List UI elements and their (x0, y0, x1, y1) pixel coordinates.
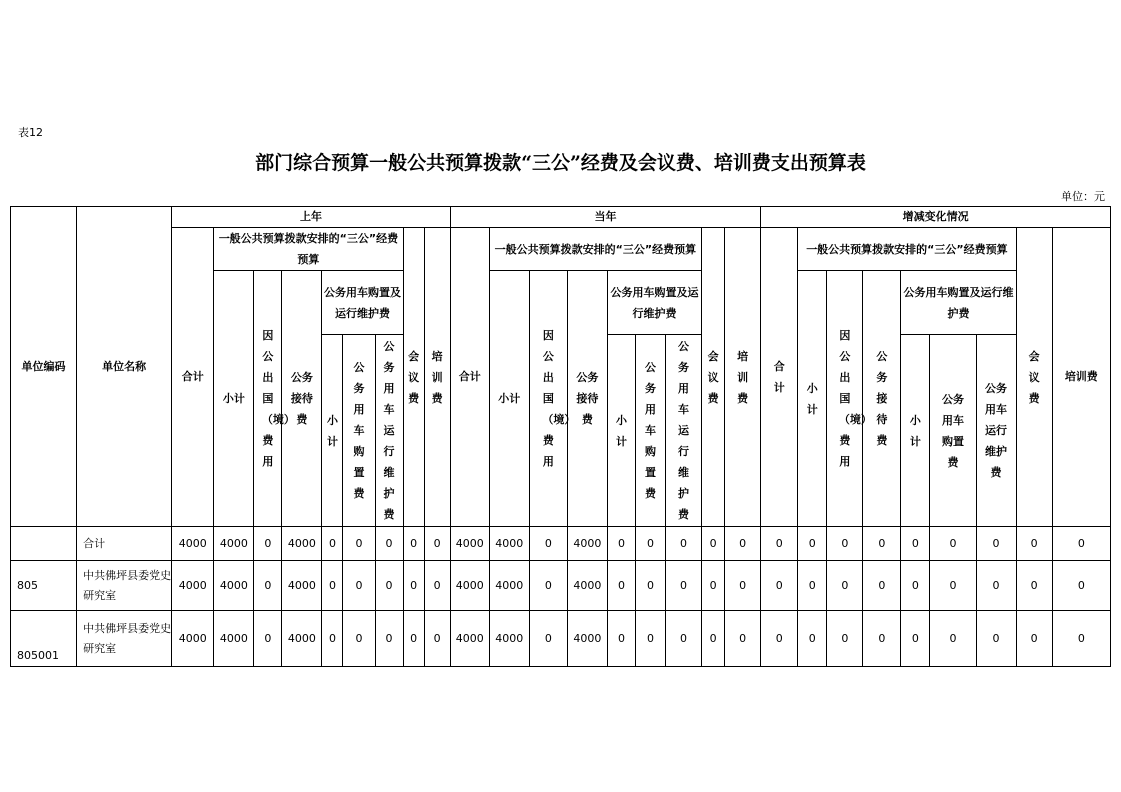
value-cell: 0 (607, 611, 635, 667)
header-change: 增减变化情况 (761, 207, 1111, 228)
header-vehicle: 公务用车购置及运行维护费 (322, 271, 403, 335)
header-sangong: 一般公共预算拨款安排的“三公”经费预算 (214, 228, 403, 271)
value-cell: 0 (798, 527, 827, 561)
value-cell: 0 (863, 527, 901, 561)
value-cell: 0 (827, 611, 863, 667)
unit-label: 单位：元 (1061, 190, 1105, 203)
value-cell: 0 (827, 561, 863, 611)
value-cell: 0 (607, 527, 635, 561)
value-cell: 0 (254, 561, 282, 611)
value-cell: 4000 (567, 527, 607, 561)
table-number: 表12 (18, 126, 43, 139)
value-cell: 0 (761, 611, 798, 667)
header-training: 培训费 (424, 228, 450, 527)
header-meeting: 会议费 (702, 228, 725, 527)
value-cell: 0 (827, 527, 863, 561)
value-cell: 0 (322, 561, 343, 611)
value-cell: 4000 (214, 611, 254, 667)
value-cell: 0 (343, 611, 375, 667)
value-cell: 0 (375, 611, 403, 667)
header-curr-year: 当年 (450, 207, 761, 228)
header-sangong: 一般公共预算拨款安排的“三公”经费预算 (798, 228, 1016, 271)
value-cell: 0 (322, 527, 343, 561)
value-cell: 0 (725, 611, 761, 667)
table-row (11, 527, 1111, 561)
value-cell: 0 (725, 527, 761, 561)
table-row (11, 561, 1111, 611)
header-abroad: 因公出国（境）费用 (254, 271, 282, 527)
value-cell: 4000 (282, 527, 322, 561)
header-vehicle-buy: 公务用车购置费 (930, 335, 976, 527)
value-cell: 4000 (172, 527, 214, 561)
value-cell: 0 (635, 611, 665, 667)
header-vehicle-run: 公务用车运行维护费 (375, 335, 403, 527)
value-cell: 4000 (489, 611, 529, 667)
header-subtotal: 小计 (214, 271, 254, 527)
header-reception: 公务接待费 (282, 271, 322, 527)
value-cell: 4000 (489, 561, 529, 611)
value-cell: 0 (702, 527, 725, 561)
unit-code-cell: 805 (11, 561, 77, 611)
value-cell: 0 (254, 611, 282, 667)
header-abroad: 因公出国（境）费用 (827, 271, 863, 527)
value-cell: 0 (863, 611, 901, 667)
header-reception: 公务接待费 (863, 271, 901, 527)
value-cell: 0 (403, 527, 424, 561)
value-cell: 0 (702, 561, 725, 611)
header-reception: 公务接待费 (567, 271, 607, 527)
header-unit-code: 单位编码 (11, 207, 77, 527)
value-cell: 0 (1052, 527, 1110, 561)
value-cell: 0 (635, 527, 665, 561)
value-cell: 4000 (172, 611, 214, 667)
value-cell: 0 (666, 611, 702, 667)
value-cell: 0 (761, 561, 798, 611)
value-cell: 0 (529, 561, 567, 611)
value-cell: 4000 (282, 611, 322, 667)
value-cell: 0 (403, 561, 424, 611)
value-cell: 0 (725, 561, 761, 611)
page-title: 部门综合预算一般公共预算拨款“三公”经费及会议费、培训费支出预算表 (255, 152, 866, 174)
value-cell: 0 (424, 561, 450, 611)
value-cell: 4000 (282, 561, 322, 611)
value-cell: 0 (901, 527, 930, 561)
header-vehicle-run: 公务用车运行维护费 (666, 335, 702, 527)
value-cell: 0 (930, 527, 976, 561)
value-cell: 0 (863, 561, 901, 611)
budget-table (10, 206, 1111, 667)
header-sangong: 一般公共预算拨款安排的“三公”经费预算 (489, 228, 701, 271)
value-cell: 0 (1052, 611, 1110, 667)
value-cell: 4000 (214, 561, 254, 611)
header-vehicle-subtotal: 小计 (901, 335, 930, 527)
value-cell: 0 (761, 527, 798, 561)
value-cell: 0 (343, 527, 375, 561)
value-cell: 0 (798, 611, 827, 667)
value-cell: 0 (375, 561, 403, 611)
value-cell: 0 (930, 611, 976, 667)
value-cell: 0 (1016, 561, 1052, 611)
value-cell: 0 (607, 561, 635, 611)
value-cell: 0 (901, 561, 930, 611)
header-subtotal: 小计 (798, 271, 827, 527)
unit-name-cell: 中共佛坪县委党史研究室 (77, 561, 172, 611)
value-cell: 0 (976, 527, 1016, 561)
header-unit-name: 单位名称 (77, 207, 172, 527)
value-cell: 4000 (214, 527, 254, 561)
header-training: 培训费 (725, 228, 761, 527)
value-cell: 0 (666, 527, 702, 561)
header-vehicle: 公务用车购置及运行维护费 (607, 271, 701, 335)
header-subtotal: 小计 (489, 271, 529, 527)
value-cell: 4000 (450, 561, 489, 611)
value-cell: 0 (403, 611, 424, 667)
value-cell: 0 (424, 611, 450, 667)
header-vehicle-buy: 公务用车购置费 (635, 335, 665, 527)
unit-name-cell: 合计 (77, 527, 172, 561)
header-training: 培训费 (1052, 228, 1110, 527)
value-cell: 4000 (567, 561, 607, 611)
value-cell: 0 (635, 561, 665, 611)
value-cell: 0 (529, 527, 567, 561)
header-total: 合计 (172, 228, 214, 527)
unit-code-cell (11, 527, 77, 561)
value-cell: 4000 (450, 527, 489, 561)
value-cell: 0 (1016, 527, 1052, 561)
header-vehicle-run: 公务用车运行维护费 (976, 335, 1016, 527)
header-abroad: 因公出国（境）费用 (529, 271, 567, 527)
value-cell: 0 (529, 611, 567, 667)
value-cell: 0 (343, 561, 375, 611)
header-meeting: 会议费 (1016, 228, 1052, 527)
value-cell: 4000 (489, 527, 529, 561)
value-cell: 0 (666, 561, 702, 611)
value-cell: 4000 (172, 561, 214, 611)
value-cell: 0 (424, 527, 450, 561)
value-cell: 4000 (450, 611, 489, 667)
value-cell: 0 (702, 611, 725, 667)
value-cell: 4000 (567, 611, 607, 667)
header-vehicle-subtotal: 小计 (322, 335, 343, 527)
value-cell: 0 (798, 561, 827, 611)
value-cell: 0 (375, 527, 403, 561)
header-vehicle-subtotal: 小计 (607, 335, 635, 527)
header-vehicle-buy: 公务用车购置费 (343, 335, 375, 527)
unit-code-cell: 805001 (11, 611, 77, 667)
value-cell: 0 (930, 561, 976, 611)
header-meeting: 会议费 (403, 228, 424, 527)
value-cell: 0 (322, 611, 343, 667)
table-row (11, 611, 1111, 667)
header-prev-year: 上年 (172, 207, 450, 228)
header-vehicle: 公务用车购置及运行维护费 (901, 271, 1016, 335)
value-cell: 0 (1016, 611, 1052, 667)
value-cell: 0 (254, 527, 282, 561)
value-cell: 0 (1052, 561, 1110, 611)
header-total: 合计 (450, 228, 489, 527)
value-cell: 0 (976, 611, 1016, 667)
value-cell: 0 (901, 611, 930, 667)
header-total: 合计 (761, 228, 798, 527)
value-cell: 0 (976, 561, 1016, 611)
unit-name-cell: 中共佛坪县委党史研究室 (77, 611, 172, 667)
